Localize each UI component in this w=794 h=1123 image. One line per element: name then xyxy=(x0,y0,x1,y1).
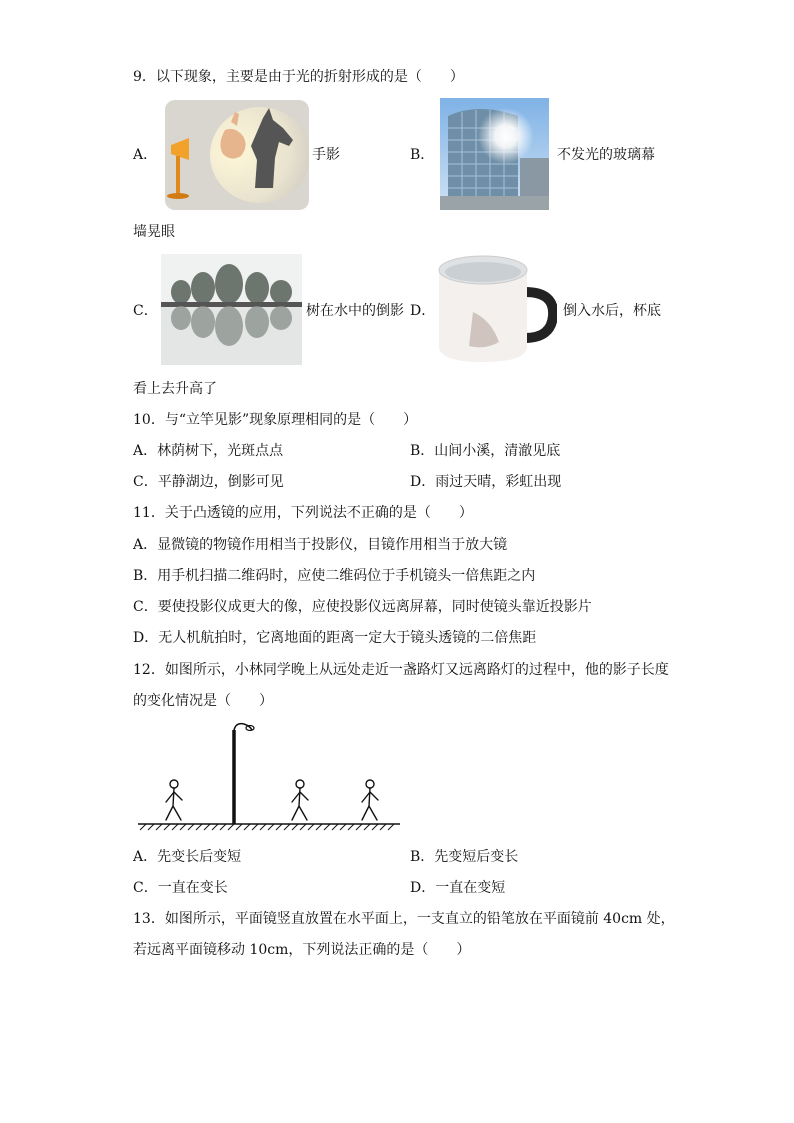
q9-option-d-label: D． xyxy=(410,303,436,319)
q10-option-a: A．林荫树下，光斑点点 xyxy=(133,443,284,459)
q9-option-d-text: 倒入水后，杯底 xyxy=(563,303,661,319)
glass-building-image xyxy=(440,98,549,210)
mug-water-image xyxy=(433,252,557,364)
q9-stem: 9．以下现象，主要是由于光的折射形成的是（ ） xyxy=(133,69,464,85)
q13-stem-line2: 若远离平面镜移动 10cm，下列说法正确的是（ ） xyxy=(133,942,471,958)
q10-option-b: B．山间小溪，清澈见底 xyxy=(410,443,561,459)
q12-stem-line1: 12．如图所示，小林同学晚上从远处走近一盏路灯又远离路灯的过程中，他的影子长度 xyxy=(133,662,669,678)
q12-stem-line2: 的变化情况是（ ） xyxy=(133,693,273,709)
q12-option-d: D．一直在变短 xyxy=(410,880,506,896)
q12-option-a: A．先变长后变短 xyxy=(133,849,242,865)
q9-option-d-text-continued: 看上去升高了 xyxy=(133,381,217,397)
q13-stem-line1: 13．如图所示，平面镜竖直放置在水平面上，一支直立的铅笔放在平面镜前 40cm 处， xyxy=(133,911,675,927)
q9-option-a-label: A． xyxy=(133,147,158,163)
q12-option-c: C．一直在变长 xyxy=(133,880,228,896)
q12-option-b: B．先变短后变长 xyxy=(410,849,519,865)
q11-stem: 11．关于凸透镜的应用，下列说法不正确的是（ ） xyxy=(133,505,473,521)
q9-option-c-label: C． xyxy=(133,303,158,319)
q10-option-d: D．雨过天晴，彩虹出现 xyxy=(410,474,562,490)
q9-option-b-text: 不发光的玻璃幕 xyxy=(557,147,655,163)
q11-option-c: C．要使投影仪成更大的像，应使投影仪远离屏幕，同时使镜头靠近投影片 xyxy=(133,599,592,615)
q10-stem: 10．与“立竿见影”现象原理相同的是（ ） xyxy=(133,412,418,428)
q9-option-b-text-continued: 墙晃眼 xyxy=(133,224,175,240)
q11-option-a: A．显微镜的物镜作用相当于投影仪，目镜作用相当于放大镜 xyxy=(133,537,508,553)
q9-option-a-text: 手影 xyxy=(312,147,340,163)
q9-option-b-label: B． xyxy=(410,147,435,163)
q11-option-d: D．无人机航拍时，它离地面的距离一定大于镜头透镜的二倍焦距 xyxy=(133,630,537,646)
q10-option-c: C．平静湖边，倒影可见 xyxy=(133,474,284,490)
hand-shadow-image xyxy=(165,100,309,210)
q11-option-b: B．用手机扫描二维码时，应使二维码位于手机镜头一倍焦距之内 xyxy=(133,568,536,584)
tree-reflection-image xyxy=(161,254,302,365)
q9-option-c-text: 树在水中的倒影 xyxy=(306,303,404,319)
street-lamp-figure xyxy=(138,718,402,834)
